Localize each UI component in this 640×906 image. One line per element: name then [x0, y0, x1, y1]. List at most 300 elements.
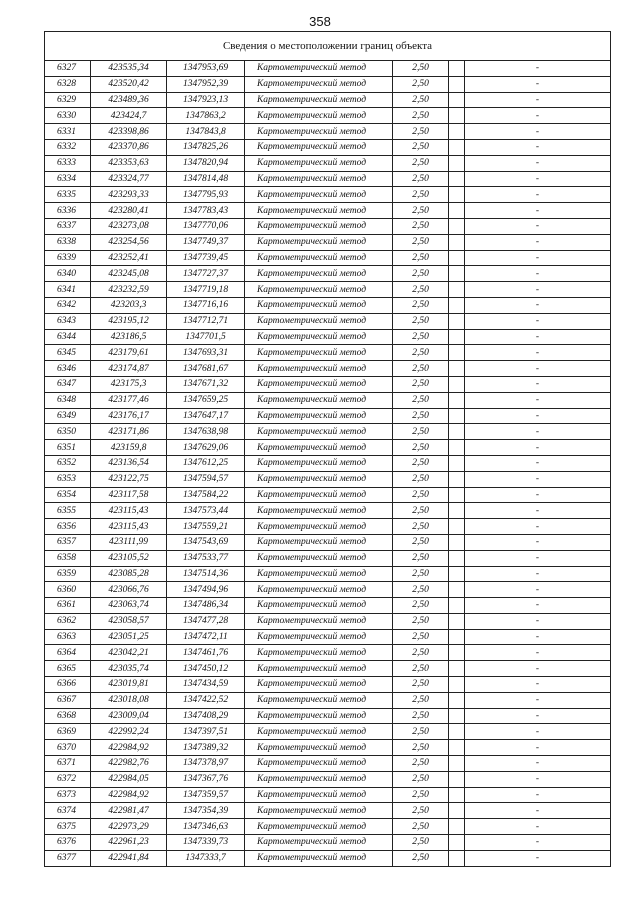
accuracy-value: 2,50	[393, 724, 449, 740]
coordinate-y: 1347367,76	[167, 771, 245, 787]
accuracy-value: 2,50	[393, 155, 449, 171]
empty-cell	[449, 692, 465, 708]
table-row	[45, 234, 611, 250]
coordinate-y: 1347346,63	[167, 819, 245, 835]
empty-cell	[449, 376, 465, 392]
coordinate-y: 1347486,34	[167, 598, 245, 614]
table-row	[45, 266, 611, 282]
note-value: -	[465, 440, 611, 456]
determination-method: Картометрический метод	[245, 313, 393, 329]
empty-cell	[449, 139, 465, 155]
table-row	[45, 787, 611, 803]
empty-cell	[449, 613, 465, 629]
coordinate-x: 422984,92	[91, 740, 167, 756]
coordinate-x: 423424,7	[91, 108, 167, 124]
note-value: -	[465, 708, 611, 724]
coordinate-x: 423115,43	[91, 519, 167, 535]
empty-cell	[449, 313, 465, 329]
table-row	[45, 677, 611, 693]
table-row	[45, 661, 611, 677]
determination-method: Картометрический метод	[245, 771, 393, 787]
accuracy-value: 2,50	[393, 361, 449, 377]
table-row	[45, 155, 611, 171]
accuracy-value: 2,50	[393, 661, 449, 677]
point-number: 6350	[45, 424, 91, 440]
point-number: 6329	[45, 92, 91, 108]
point-number: 6353	[45, 471, 91, 487]
point-number: 6360	[45, 582, 91, 598]
note-value: -	[465, 598, 611, 614]
empty-cell	[449, 108, 465, 124]
coordinate-x: 423035,74	[91, 661, 167, 677]
table-row	[45, 108, 611, 124]
coordinate-y: 1347659,25	[167, 392, 245, 408]
note-value: -	[465, 76, 611, 92]
coordinate-x: 422984,05	[91, 771, 167, 787]
coordinate-x: 423122,75	[91, 471, 167, 487]
accuracy-value: 2,50	[393, 534, 449, 550]
note-value: -	[465, 787, 611, 803]
coordinate-y: 1347461,76	[167, 645, 245, 661]
determination-method: Картометрический метод	[245, 92, 393, 108]
note-value: -	[465, 376, 611, 392]
accuracy-value: 2,50	[393, 408, 449, 424]
note-value: -	[465, 835, 611, 851]
note-value: -	[465, 266, 611, 282]
note-value: -	[465, 677, 611, 693]
table-row	[45, 313, 611, 329]
coordinate-x: 422973,29	[91, 819, 167, 835]
empty-cell	[449, 76, 465, 92]
determination-method: Картометрический метод	[245, 629, 393, 645]
empty-cell	[449, 187, 465, 203]
accuracy-value: 2,50	[393, 297, 449, 313]
note-value: -	[465, 692, 611, 708]
determination-method: Картометрический метод	[245, 408, 393, 424]
empty-cell	[449, 787, 465, 803]
point-number: 6368	[45, 708, 91, 724]
determination-method: Картометрический метод	[245, 503, 393, 519]
determination-method: Картометрический метод	[245, 124, 393, 140]
accuracy-value: 2,50	[393, 471, 449, 487]
empty-cell	[449, 756, 465, 772]
note-value: -	[465, 455, 611, 471]
point-number: 6341	[45, 282, 91, 298]
empty-cell	[449, 645, 465, 661]
coordinate-y: 1347434,59	[167, 677, 245, 693]
coordinate-y: 1347647,17	[167, 408, 245, 424]
determination-method: Картометрический метод	[245, 803, 393, 819]
accuracy-value: 2,50	[393, 835, 449, 851]
coordinate-x: 423520,42	[91, 76, 167, 92]
empty-cell	[449, 629, 465, 645]
coordinate-y: 1347533,77	[167, 550, 245, 566]
point-number: 6370	[45, 740, 91, 756]
determination-method: Картометрический метод	[245, 850, 393, 866]
coordinate-x: 423115,43	[91, 503, 167, 519]
determination-method: Картометрический метод	[245, 424, 393, 440]
determination-method: Картометрический метод	[245, 487, 393, 503]
table-row	[45, 629, 611, 645]
empty-cell	[449, 661, 465, 677]
point-number: 6364	[45, 645, 91, 661]
determination-method: Картометрический метод	[245, 455, 393, 471]
point-number: 6355	[45, 503, 91, 519]
point-number: 6373	[45, 787, 91, 803]
coordinate-x: 422984,92	[91, 787, 167, 803]
coordinate-x: 423179,61	[91, 345, 167, 361]
coordinate-x: 423353,63	[91, 155, 167, 171]
empty-cell	[449, 250, 465, 266]
coordinate-x: 423273,08	[91, 218, 167, 234]
note-value: -	[465, 487, 611, 503]
determination-method: Картометрический метод	[245, 613, 393, 629]
empty-cell	[449, 677, 465, 693]
point-number: 6377	[45, 850, 91, 866]
point-number: 6327	[45, 61, 91, 77]
point-number: 6331	[45, 124, 91, 140]
coordinate-y: 1347378,97	[167, 756, 245, 772]
empty-cell	[449, 92, 465, 108]
accuracy-value: 2,50	[393, 218, 449, 234]
point-number: 6338	[45, 234, 91, 250]
coordinate-y: 1347450,12	[167, 661, 245, 677]
empty-cell	[449, 408, 465, 424]
point-number: 6343	[45, 313, 91, 329]
coordinate-x: 423370,86	[91, 139, 167, 155]
note-value: -	[465, 345, 611, 361]
coordinate-y: 1347543,69	[167, 534, 245, 550]
coordinate-y: 1347472,11	[167, 629, 245, 645]
determination-method: Картометрический метод	[245, 661, 393, 677]
table-row	[45, 282, 611, 298]
empty-cell	[449, 392, 465, 408]
coordinate-x: 423195,12	[91, 313, 167, 329]
coordinate-x: 423111,99	[91, 534, 167, 550]
table-body	[45, 61, 611, 867]
determination-method: Картометрический метод	[245, 708, 393, 724]
empty-cell	[449, 124, 465, 140]
empty-cell	[449, 503, 465, 519]
empty-cell	[449, 534, 465, 550]
coordinate-x: 423019,81	[91, 677, 167, 693]
point-number: 6336	[45, 203, 91, 219]
accuracy-value: 2,50	[393, 392, 449, 408]
point-number: 6340	[45, 266, 91, 282]
table-row	[45, 440, 611, 456]
point-number: 6362	[45, 613, 91, 629]
determination-method: Картометрический метод	[245, 187, 393, 203]
note-value: -	[465, 282, 611, 298]
determination-method: Картометрический метод	[245, 76, 393, 92]
accuracy-value: 2,50	[393, 708, 449, 724]
coordinate-y: 1347354,39	[167, 803, 245, 819]
table-row	[45, 76, 611, 92]
note-value: -	[465, 424, 611, 440]
coordinate-x: 423245,08	[91, 266, 167, 282]
coordinate-y: 1347638,98	[167, 424, 245, 440]
note-value: -	[465, 756, 611, 772]
empty-cell	[449, 740, 465, 756]
point-number: 6354	[45, 487, 91, 503]
determination-method: Картометрический метод	[245, 234, 393, 250]
empty-cell	[449, 61, 465, 77]
table-row	[45, 203, 611, 219]
determination-method: Картометрический метод	[245, 566, 393, 582]
accuracy-value: 2,50	[393, 787, 449, 803]
coordinate-y: 1347843,8	[167, 124, 245, 140]
point-number: 6357	[45, 534, 91, 550]
table-row	[45, 819, 611, 835]
table-row	[45, 376, 611, 392]
coordinate-x: 422981,47	[91, 803, 167, 819]
note-value: -	[465, 234, 611, 250]
coordinate-y: 1347693,31	[167, 345, 245, 361]
accuracy-value: 2,50	[393, 424, 449, 440]
determination-method: Картометрический метод	[245, 692, 393, 708]
note-value: -	[465, 139, 611, 155]
table-row	[45, 550, 611, 566]
accuracy-value: 2,50	[393, 234, 449, 250]
coordinate-x: 422982,76	[91, 756, 167, 772]
determination-method: Картометрический метод	[245, 519, 393, 535]
page-number: 358	[309, 14, 331, 29]
coordinate-x: 423018,08	[91, 692, 167, 708]
note-value: -	[465, 361, 611, 377]
table-row	[45, 92, 611, 108]
note-value: -	[465, 408, 611, 424]
coordinate-x: 423175,3	[91, 376, 167, 392]
empty-cell	[449, 724, 465, 740]
empty-cell	[449, 297, 465, 313]
determination-method: Картометрический метод	[245, 392, 393, 408]
table-row	[45, 724, 611, 740]
table-row	[45, 471, 611, 487]
accuracy-value: 2,50	[393, 645, 449, 661]
determination-method: Картометрический метод	[245, 282, 393, 298]
point-number: 6375	[45, 819, 91, 835]
coordinate-x: 423293,33	[91, 187, 167, 203]
note-value: -	[465, 297, 611, 313]
table-row	[45, 408, 611, 424]
coordinate-y: 1347712,71	[167, 313, 245, 329]
determination-method: Картометрический метод	[245, 724, 393, 740]
coordinate-x: 423203,3	[91, 297, 167, 313]
table-row	[45, 756, 611, 772]
coordinate-y: 1347953,69	[167, 61, 245, 77]
determination-method: Картометрический метод	[245, 677, 393, 693]
coordinate-x: 423042,21	[91, 645, 167, 661]
empty-cell	[449, 266, 465, 282]
note-value: -	[465, 313, 611, 329]
table-row	[45, 218, 611, 234]
table-row	[45, 139, 611, 155]
determination-method: Картометрический метод	[245, 297, 393, 313]
determination-method: Картометрический метод	[245, 329, 393, 345]
note-value: -	[465, 108, 611, 124]
coordinate-x: 423232,59	[91, 282, 167, 298]
point-number: 6359	[45, 566, 91, 582]
point-number: 6335	[45, 187, 91, 203]
empty-cell	[449, 471, 465, 487]
table-row	[45, 613, 611, 629]
coordinate-y: 1347477,28	[167, 613, 245, 629]
determination-method: Картометрический метод	[245, 345, 393, 361]
accuracy-value: 2,50	[393, 282, 449, 298]
accuracy-value: 2,50	[393, 692, 449, 708]
determination-method: Картометрический метод	[245, 756, 393, 772]
point-number: 6330	[45, 108, 91, 124]
note-value: -	[465, 471, 611, 487]
empty-cell	[449, 850, 465, 866]
coordinate-x: 423535,34	[91, 61, 167, 77]
point-number: 6339	[45, 250, 91, 266]
accuracy-value: 2,50	[393, 139, 449, 155]
accuracy-value: 2,50	[393, 566, 449, 582]
empty-cell	[449, 171, 465, 187]
table-row	[45, 740, 611, 756]
table-row	[45, 487, 611, 503]
coordinate-x: 423174,87	[91, 361, 167, 377]
note-value: -	[465, 661, 611, 677]
empty-cell	[449, 566, 465, 582]
coordinate-x: 423051,25	[91, 629, 167, 645]
accuracy-value: 2,50	[393, 329, 449, 345]
table-row	[45, 392, 611, 408]
accuracy-value: 2,50	[393, 487, 449, 503]
note-value: -	[465, 329, 611, 345]
point-number: 6337	[45, 218, 91, 234]
coordinate-x: 423398,86	[91, 124, 167, 140]
empty-cell	[449, 771, 465, 787]
coordinate-x: 423489,36	[91, 92, 167, 108]
point-number: 6342	[45, 297, 91, 313]
table-row	[45, 329, 611, 345]
determination-method: Картометрический метод	[245, 171, 393, 187]
note-value: -	[465, 124, 611, 140]
determination-method: Картометрический метод	[245, 139, 393, 155]
coordinate-x: 423058,57	[91, 613, 167, 629]
note-value: -	[465, 771, 611, 787]
accuracy-value: 2,50	[393, 598, 449, 614]
note-value: -	[465, 550, 611, 566]
point-number: 6366	[45, 677, 91, 693]
empty-cell	[449, 203, 465, 219]
note-value: -	[465, 187, 611, 203]
empty-cell	[449, 345, 465, 361]
coordinate-y: 1347719,18	[167, 282, 245, 298]
table-row	[45, 519, 611, 535]
note-value: -	[465, 613, 611, 629]
coordinate-y: 1347727,37	[167, 266, 245, 282]
point-number: 6365	[45, 661, 91, 677]
coordinate-y: 1347770,06	[167, 218, 245, 234]
determination-method: Картометрический метод	[245, 645, 393, 661]
point-number: 6356	[45, 519, 91, 535]
coordinate-x: 423171,86	[91, 424, 167, 440]
point-number: 6346	[45, 361, 91, 377]
coordinate-y: 1347739,45	[167, 250, 245, 266]
accuracy-value: 2,50	[393, 756, 449, 772]
empty-cell	[449, 155, 465, 171]
table-row	[45, 361, 611, 377]
note-value: -	[465, 519, 611, 535]
determination-method: Картометрический метод	[245, 471, 393, 487]
note-value: -	[465, 503, 611, 519]
coordinate-x: 423009,04	[91, 708, 167, 724]
coordinate-y: 1347333,7	[167, 850, 245, 866]
determination-method: Картометрический метод	[245, 203, 393, 219]
table-row	[45, 297, 611, 313]
accuracy-value: 2,50	[393, 740, 449, 756]
note-value: -	[465, 566, 611, 582]
determination-method: Картометрический метод	[245, 740, 393, 756]
accuracy-value: 2,50	[393, 187, 449, 203]
empty-cell	[449, 550, 465, 566]
coordinate-x: 423324,77	[91, 171, 167, 187]
note-value: -	[465, 250, 611, 266]
point-number: 6333	[45, 155, 91, 171]
accuracy-value: 2,50	[393, 677, 449, 693]
determination-method: Картометрический метод	[245, 819, 393, 835]
coordinate-x: 422941,84	[91, 850, 167, 866]
coordinate-y: 1347612,25	[167, 455, 245, 471]
table-row	[45, 455, 611, 471]
accuracy-value: 2,50	[393, 613, 449, 629]
accuracy-value: 2,50	[393, 266, 449, 282]
table-row	[45, 645, 611, 661]
point-number: 6344	[45, 329, 91, 345]
point-number: 6351	[45, 440, 91, 456]
coordinate-y: 1347716,16	[167, 297, 245, 313]
coordinate-x: 423066,76	[91, 582, 167, 598]
table-row	[45, 534, 611, 550]
coordinate-y: 1347629,06	[167, 440, 245, 456]
coordinate-y: 1347795,93	[167, 187, 245, 203]
coordinate-y: 1347514,36	[167, 566, 245, 582]
coordinate-y: 1347923,13	[167, 92, 245, 108]
determination-method: Картометрический метод	[245, 598, 393, 614]
note-value: -	[465, 740, 611, 756]
accuracy-value: 2,50	[393, 819, 449, 835]
coordinate-x: 423136,54	[91, 455, 167, 471]
note-value: -	[465, 171, 611, 187]
empty-cell	[449, 835, 465, 851]
determination-method: Картометрический метод	[245, 787, 393, 803]
accuracy-value: 2,50	[393, 171, 449, 187]
accuracy-value: 2,50	[393, 455, 449, 471]
coordinate-x: 423176,17	[91, 408, 167, 424]
determination-method: Картометрический метод	[245, 250, 393, 266]
point-number: 6334	[45, 171, 91, 187]
table-row	[45, 424, 611, 440]
empty-cell	[449, 424, 465, 440]
point-number: 6363	[45, 629, 91, 645]
empty-cell	[449, 819, 465, 835]
table-row	[45, 187, 611, 203]
table-row	[45, 803, 611, 819]
empty-cell	[449, 487, 465, 503]
table-row	[45, 171, 611, 187]
determination-method: Картометрический метод	[245, 582, 393, 598]
coordinate-y: 1347389,32	[167, 740, 245, 756]
accuracy-value: 2,50	[393, 519, 449, 535]
coordinate-y: 1347701,5	[167, 329, 245, 345]
determination-method: Картометрический метод	[245, 266, 393, 282]
point-number: 6347	[45, 376, 91, 392]
note-value: -	[465, 218, 611, 234]
accuracy-value: 2,50	[393, 771, 449, 787]
